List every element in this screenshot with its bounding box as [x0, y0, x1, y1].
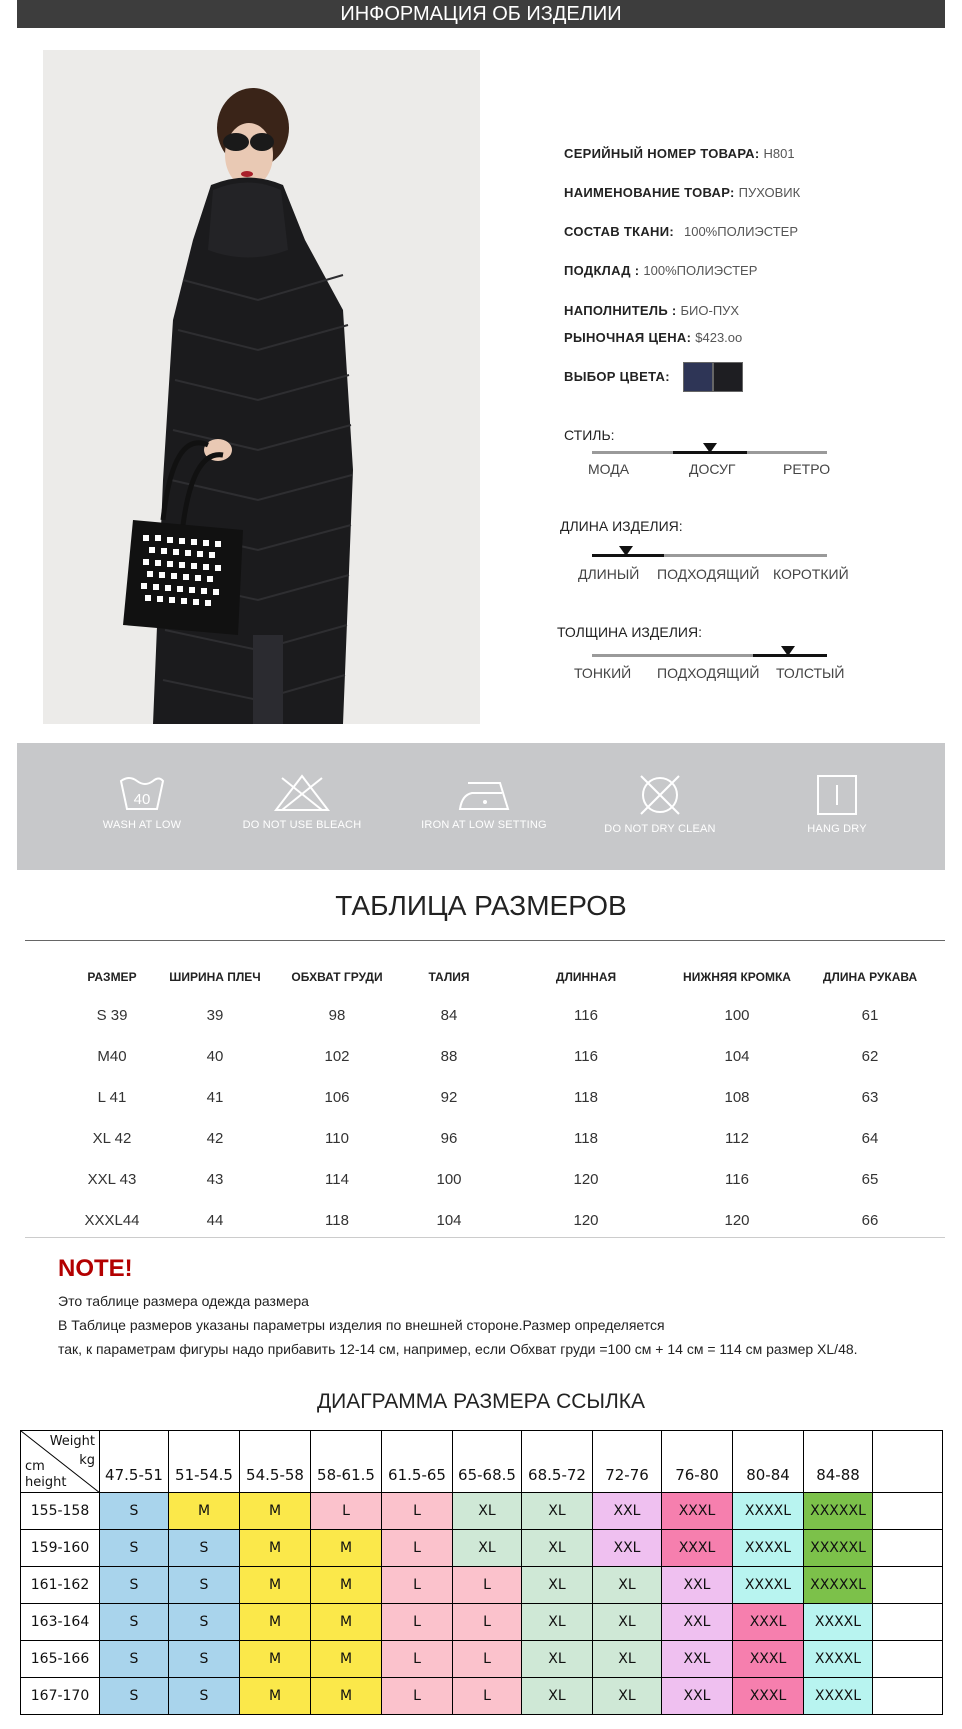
size-cell: L: [382, 1678, 453, 1715]
spec-serial: СЕРИЙНЫЙ НОМЕР ТОВАРА: H801: [564, 146, 795, 161]
size-cell: M: [311, 1567, 382, 1604]
weight-header-cell: 80-84: [733, 1431, 804, 1493]
size-value-cell: 104: [724, 1048, 750, 1065]
size-value-cell: 98: [328, 1007, 346, 1024]
size-cell: M: [311, 1604, 382, 1641]
size-cell: M: [311, 1641, 382, 1678]
size-value-cell: 84: [440, 1007, 458, 1024]
wash-40-icon: [117, 773, 167, 813]
size-value-cell: 44: [206, 1212, 224, 1229]
size-cell: M: [240, 1678, 311, 1715]
hang-dry-icon: [815, 773, 859, 817]
size-cell: S: [169, 1678, 240, 1715]
size-cell: XXXXL: [733, 1530, 804, 1567]
size-label-cell: XXXL44: [84, 1212, 140, 1229]
size-cell: XXL: [662, 1567, 733, 1604]
note-title: NOTE!: [58, 1255, 133, 1282]
scale-style-option: МОДА: [588, 461, 630, 477]
height-header-cell: 167-170: [21, 1678, 100, 1715]
weight-header-cell: 47.5-51: [100, 1431, 169, 1493]
height-header-cell: 159-160: [21, 1530, 100, 1567]
size-value-cell: 65: [861, 1171, 879, 1188]
weight-header-cell: 61.5-65: [382, 1431, 453, 1493]
size-cell: XXL: [662, 1604, 733, 1641]
size-cell: XXXXL: [733, 1567, 804, 1604]
size-col-header: ТАЛИЯ: [428, 970, 470, 984]
care-label: DO NOT DRY CLEAN: [604, 823, 716, 835]
care-label: WASH AT LOW: [102, 819, 182, 831]
care-dryclean: [580, 773, 740, 835]
size-diagram-title: ДИАГРАММА РАЗМЕРА ССЫЛКА: [316, 1390, 646, 1413]
weight-header-cell: 72-76: [593, 1431, 662, 1493]
spec-price: РЫНОЧНАЯ ЦЕНА: $423.oo: [564, 330, 743, 345]
size-value-cell: 116: [574, 1048, 598, 1065]
size-col-header: ОБХВАТ ГРУДИ: [291, 970, 383, 984]
size-cell: S: [100, 1567, 169, 1604]
size-col-header: РАЗМЕР: [87, 970, 137, 984]
diagram-row: [21, 1641, 943, 1678]
size-cell: S: [169, 1604, 240, 1641]
size-cell: XL: [522, 1604, 593, 1641]
weight-header-cell: 58-61.5: [311, 1431, 382, 1493]
size-cell: L: [382, 1493, 453, 1530]
size-value-cell: 120: [573, 1171, 599, 1188]
size-value-cell: 42: [206, 1130, 224, 1147]
size-cell: XL: [453, 1530, 522, 1567]
care-label: DO NOT USE BLEACH: [242, 819, 362, 831]
spec-color-label: ВЫБОР ЦВЕТА:: [564, 369, 670, 384]
size-label-cell: XXL 43: [87, 1171, 137, 1188]
spec-fabric: СОСТАВ ТКАНИ: 100%ПОЛИЭСТЕР: [564, 224, 799, 239]
size-cell: XXXL: [662, 1493, 733, 1530]
size-cell: [873, 1678, 943, 1715]
size-value-cell: 40: [206, 1048, 224, 1065]
care-label: IRON AT LOW SETTING: [421, 819, 547, 831]
size-cell: L: [382, 1567, 453, 1604]
size-cell: XXXL: [662, 1530, 733, 1567]
note-line: В Таблице размеров указаны параметры изделия по внешней стороне.Размер определяется: [58, 1317, 665, 1333]
spec-lining: ПОДКЛАД : 100%ПОЛИЭСТЕР: [564, 263, 758, 278]
weight-header-cell: 76-80: [662, 1431, 733, 1493]
size-cell: XL: [522, 1530, 593, 1567]
diagram-row: [21, 1530, 943, 1567]
size-cell: XL: [522, 1641, 593, 1678]
size-value-cell: 39: [206, 1007, 224, 1024]
size-cell: XL: [593, 1567, 662, 1604]
scale-length-title: ДЛИНА ИЗДЕЛИЯ:: [560, 518, 683, 534]
size-label-cell: M40: [97, 1048, 127, 1065]
weight-header-cell: [873, 1431, 943, 1493]
size-value-cell: 64: [861, 1130, 879, 1147]
size-value-cell: 104: [436, 1212, 462, 1229]
size-label-cell: L 41: [97, 1089, 127, 1106]
size-value-cell: 102: [324, 1048, 350, 1065]
size-cell: M: [240, 1493, 311, 1530]
spec-filling: НАПОЛНИТЕЛЬ : БИО-ПУХ: [564, 303, 740, 318]
scale-length-option: КОРОТКИЙ: [773, 566, 849, 582]
scale-length-option: ПОДХОДЯЩИЙ: [657, 566, 760, 582]
size-cell: M: [240, 1604, 311, 1641]
weight-header-cell: 84-88: [804, 1431, 873, 1493]
scale-style-option: ДОСУГ: [689, 461, 736, 477]
size-cell: S: [169, 1641, 240, 1678]
size-cell: XL: [593, 1641, 662, 1678]
scale-style-marker: [703, 443, 717, 453]
diagram-corner-cell: [21, 1431, 100, 1493]
height-header-cell: 155-158: [21, 1493, 100, 1530]
weight-header-cell: 68.5-72: [522, 1431, 593, 1493]
size-value-cell: 118: [325, 1212, 349, 1229]
size-cell: XXXXL: [804, 1641, 873, 1678]
size-cell: [873, 1567, 943, 1604]
size-value-cell: 43: [206, 1171, 224, 1188]
height-header-cell: 165-166: [21, 1641, 100, 1678]
size-value-cell: 116: [725, 1171, 749, 1188]
diagram-row: [21, 1567, 943, 1604]
section-header: ИНФОРМАЦИЯ ОБ ИЗДЕЛИИ: [17, 0, 945, 28]
size-cell: XL: [522, 1567, 593, 1604]
size-cell: S: [169, 1567, 240, 1604]
size-value-cell: 118: [574, 1089, 598, 1106]
scale-thickness-option: ТОНКИЙ: [574, 665, 632, 681]
size-cell: XL: [522, 1493, 593, 1530]
scale-thickness-option: ПОДХОДЯЩИЙ: [657, 665, 760, 681]
size-value-cell: 114: [325, 1171, 349, 1188]
size-cell: XXXXXL: [804, 1493, 873, 1530]
size-cell: S: [100, 1678, 169, 1715]
spec-name: НАИМЕНОВАНИЕ ТОВАР: ПУХОВИК: [564, 185, 801, 200]
size-value-cell: 62: [861, 1048, 879, 1065]
size-value-cell: 110: [325, 1130, 349, 1147]
corner-height-label: height: [25, 1475, 67, 1490]
no-dry-clean-icon: [635, 773, 685, 817]
size-cell: XXXXL: [733, 1493, 804, 1530]
size-cell: XL: [522, 1678, 593, 1715]
diagram-row: [21, 1493, 943, 1530]
size-cell: XXXXXL: [804, 1567, 873, 1604]
size-cell: XL: [593, 1678, 662, 1715]
size-value-cell: 100: [724, 1007, 750, 1024]
size-cell: XXL: [662, 1678, 733, 1715]
size-cell: M: [169, 1493, 240, 1530]
size-value-cell: 118: [574, 1130, 598, 1147]
scale-length-marker: [619, 546, 633, 556]
weight-header-cell: 51-54.5: [169, 1431, 240, 1493]
size-value-cell: 61: [861, 1007, 879, 1024]
size-cell: L: [311, 1493, 382, 1530]
size-cell: M: [240, 1567, 311, 1604]
corner-weight-label: Weight: [49, 1434, 95, 1449]
size-cell: [873, 1530, 943, 1567]
size-cell: [873, 1493, 943, 1530]
size-value-cell: 120: [724, 1212, 750, 1229]
size-cell: M: [240, 1641, 311, 1678]
size-cell: M: [240, 1530, 311, 1567]
scale-thickness-title: ТОЛЩИНА ИЗДЕЛИЯ:: [557, 624, 702, 640]
size-diagram-table: [20, 1430, 943, 1715]
care-bleach: [222, 773, 382, 831]
divider: [25, 1237, 945, 1238]
color-swatch-navy[interactable]: [683, 362, 713, 392]
note-line: так, к параметрам фигуры надо прибавить 12-14 см, например, если Обхват груди =100 см + 14 см = 114 см размер XL/48.: [58, 1341, 858, 1357]
size-cell: L: [453, 1678, 522, 1715]
size-value-cell: 88: [440, 1048, 458, 1065]
size-cell: M: [311, 1530, 382, 1567]
size-cell: L: [382, 1530, 453, 1567]
size-cell: XXXL: [733, 1604, 804, 1641]
size-value-cell: 66: [861, 1212, 879, 1229]
height-header-cell: 163-164: [21, 1604, 100, 1641]
size-cell: L: [453, 1567, 522, 1604]
corner-kg-label: kg: [79, 1453, 95, 1468]
size-cell: L: [382, 1604, 453, 1641]
product-photo: [43, 50, 480, 724]
size-value-cell: 116: [574, 1007, 598, 1024]
size-col-header: ДЛИНА РУКАВА: [822, 970, 918, 984]
size-cell: XXXXL: [804, 1678, 873, 1715]
size-cell: L: [453, 1641, 522, 1678]
size-value-cell: 106: [324, 1089, 350, 1106]
care-instructions: [17, 743, 945, 870]
size-cell: XL: [453, 1493, 522, 1530]
size-cell: XXXL: [733, 1641, 804, 1678]
size-cell: XXL: [662, 1641, 733, 1678]
size-cell: XXXXXL: [804, 1530, 873, 1567]
size-table-title: ТАБЛИЦА РАЗМЕРОВ: [335, 890, 627, 921]
scale-length-option: ДЛИНЫЙ: [578, 566, 640, 582]
size-value-cell: 41: [206, 1089, 224, 1106]
care-label: HANG DRY: [807, 823, 867, 835]
size-cell: [873, 1641, 943, 1678]
height-header-cell: 161-162: [21, 1567, 100, 1604]
size-value-cell: 92: [440, 1089, 458, 1106]
size-cell: XXL: [593, 1530, 662, 1567]
diagram-row: [21, 1604, 943, 1641]
corner-cm-label: cm: [25, 1459, 45, 1474]
size-value-cell: 96: [440, 1130, 458, 1147]
size-cell: M: [311, 1678, 382, 1715]
size-cell: XXXXL: [804, 1604, 873, 1641]
no-bleach-icon: [272, 773, 332, 813]
size-value-cell: 120: [573, 1212, 599, 1229]
diagram-row: [21, 1678, 943, 1715]
size-value-cell: 108: [724, 1089, 750, 1106]
note-line: Это таблице размера одежда размера: [58, 1293, 309, 1309]
size-cell: [873, 1604, 943, 1641]
weight-header-cell: 65-68.5: [453, 1431, 522, 1493]
size-value-cell: 63: [861, 1089, 879, 1106]
scale-thickness-marker: [781, 646, 795, 656]
size-cell: S: [169, 1530, 240, 1567]
color-swatch-black[interactable]: [713, 362, 743, 392]
size-cell: S: [100, 1604, 169, 1641]
size-cell: XL: [593, 1604, 662, 1641]
size-cell: S: [100, 1641, 169, 1678]
scale-style-title: СТИЛЬ:: [564, 427, 615, 443]
size-cell: S: [100, 1493, 169, 1530]
size-col-header: ДЛИННАЯ: [555, 970, 617, 984]
size-cell: S: [100, 1530, 169, 1567]
size-label-cell: XL 42: [92, 1130, 132, 1147]
size-value-cell: 112: [725, 1130, 749, 1147]
size-cell: L: [382, 1641, 453, 1678]
wash-temperature: 40: [133, 791, 151, 808]
scale-thickness-option: ТОЛСТЫЙ: [776, 665, 845, 681]
divider: [25, 940, 945, 941]
size-cell: L: [453, 1604, 522, 1641]
care-hangdry: [757, 773, 917, 835]
size-cell: XXXL: [733, 1678, 804, 1715]
size-col-header: НИЖНЯЯ КРОМКА: [683, 970, 791, 984]
size-value-cell: 100: [436, 1171, 462, 1188]
care-wash: [62, 773, 222, 831]
scale-style-option: РЕТРО: [783, 461, 831, 477]
size-cell: XXL: [593, 1493, 662, 1530]
size-label-cell: S 39: [96, 1007, 128, 1024]
iron-low-icon: [454, 773, 514, 813]
weight-header-cell: 54.5-58: [240, 1431, 311, 1493]
care-iron: [404, 773, 564, 831]
size-col-header: ШИРИНА ПЛЕЧ: [169, 970, 261, 984]
